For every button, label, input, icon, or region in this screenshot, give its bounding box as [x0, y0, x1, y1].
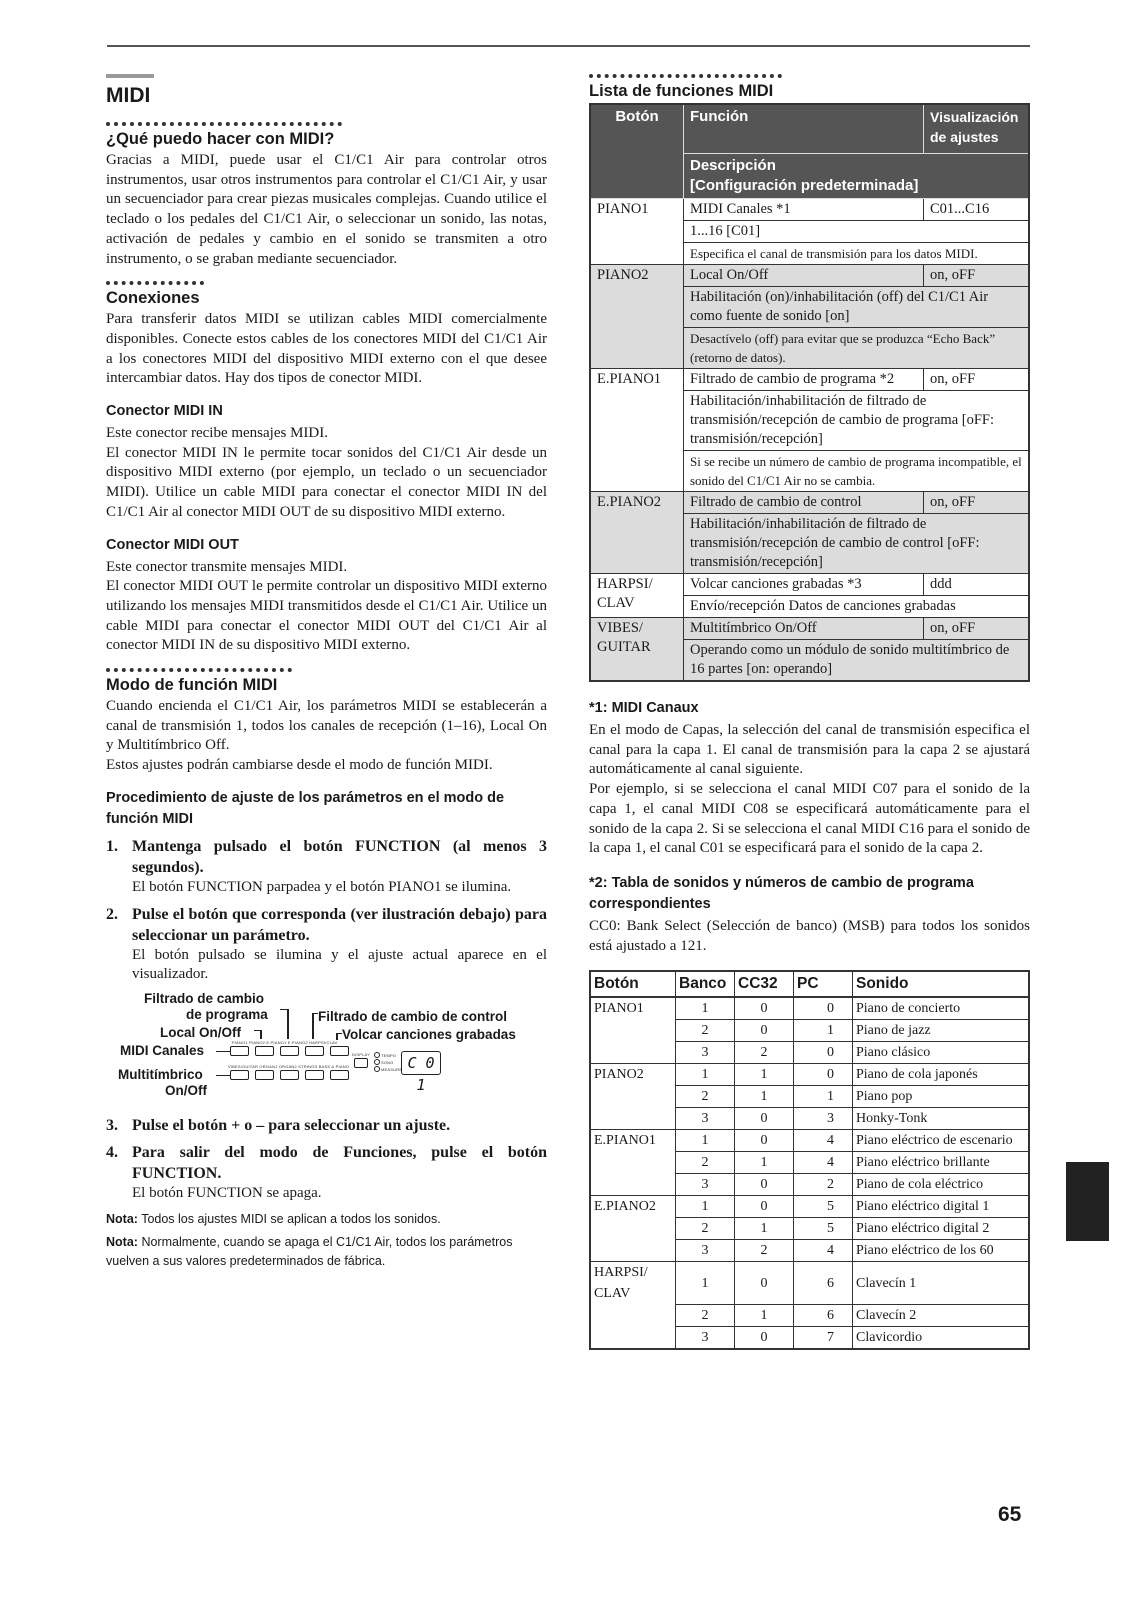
- sound-pc: 5: [794, 1196, 853, 1218]
- sound-name: Clavicordio: [853, 1326, 1030, 1349]
- midi-out-text-2: El conector MIDI OUT le permite controlar un dispositivo MIDI externo utilizando los mensajes MIDI transmitidos desde el C1/C1 Air. Utilice un cable MIDI para conectar el conector MIDI OUT del C1/C1 Air al conector MIDI IN de su dispositivo MIDI externo.: [106, 578, 547, 654]
- sound-row: [590, 1108, 1029, 1130]
- button-labels-bottom: VIBES/GUITAR ORGAN1 ORGAN2 STRINGS BASS & PIANO: [228, 1063, 350, 1069]
- sound-cc32: 1: [735, 1086, 794, 1108]
- step-3: [106, 1115, 547, 1136]
- function-button-name: PIANO1: [590, 199, 684, 265]
- footnote-2-heading: *2: Tabla de sonidos y números de cambio de programa correspondientes: [589, 874, 974, 912]
- sound-name: Piano eléctrico brillante: [853, 1152, 1030, 1174]
- section-heading-connections: Conexiones: [106, 289, 200, 308]
- section-tab-marker: [1066, 1162, 1109, 1241]
- header-description: Descripción [Configuración predeterminada]: [684, 154, 1030, 199]
- procedure-steps-continued: [106, 1115, 547, 1204]
- function-name: Multitímbrico On/Off: [684, 618, 924, 640]
- function-values: on, oFF: [924, 369, 1030, 391]
- snd-header-pc: PC: [794, 971, 853, 997]
- sound-name: Piano pop: [853, 1086, 1030, 1108]
- sound-cc32: 1: [735, 1064, 794, 1086]
- function-values: ddd: [924, 574, 1030, 596]
- snd-header-bank: Banco: [676, 971, 735, 997]
- step-description: El botón FUNCTION se apaga.: [132, 1184, 322, 1201]
- sound-bank: 2: [676, 1152, 735, 1174]
- sound-button: HARPSI/ CLAV: [590, 1262, 676, 1305]
- sound-row: [590, 1130, 1029, 1152]
- footnote-1-text-1: En el modo de Capas, la selección del canal de transmisión especifica el canal para la capa 1. El canal de transmisión para la capa 2 se ajustará automáticamente al canal siguiente.: [589, 722, 1030, 778]
- function-description: Operando como un módulo de sonido multitímbrico de 16 partes [on: operando]: [684, 640, 1030, 682]
- function-name: MIDI Canales *1: [684, 199, 924, 221]
- function-description: Habilitación/inhabilitación de filtrado de transmisión/recepción de cambio de control [oFF: transmisión/recepción]: [684, 514, 1030, 574]
- sound-pc: 0: [794, 1064, 853, 1086]
- sound-bank: 1: [676, 1262, 735, 1305]
- sound-row: [590, 997, 1029, 1020]
- led-label-song: SONG: [381, 1059, 394, 1065]
- subheading-midi-in: Conector MIDI IN: [106, 403, 223, 420]
- function-rows: [590, 199, 1029, 682]
- top-rule: [107, 45, 1030, 47]
- sound-row: [590, 1174, 1029, 1196]
- snd-header-cc32: CC32: [735, 971, 794, 997]
- sound-bank: 2: [676, 1218, 735, 1240]
- sound-row: [590, 1304, 1029, 1326]
- sound-button: [590, 1020, 676, 1042]
- sound-name: Clavecín 1: [853, 1262, 1030, 1305]
- sound-cc32: 0: [735, 1196, 794, 1218]
- sound-button: [590, 1304, 676, 1326]
- function-values: on, oFF: [924, 618, 1030, 640]
- note-1: Nota: Todos los ajustes MIDI se aplican a todos los sonidos.: [106, 1211, 441, 1226]
- step-description: El botón FUNCTION parpadea y el botón PIANO1 se ilumina.: [132, 878, 512, 895]
- sound-pc: 1: [794, 1020, 853, 1042]
- function-row: [590, 618, 1029, 640]
- sound-name: Piano de jazz: [853, 1020, 1030, 1042]
- step-2: [106, 904, 547, 985]
- step-title: Para salir del modo de Funciones, pulse el botón FUNCTION.: [132, 1143, 547, 1182]
- button-labels-top: PIANO1 PIANO2 E.PIANO1 E.PIANO2 HARPSI/CLAV: [232, 1039, 338, 1045]
- section-heading-what-midi: ¿Qué puedo hacer con MIDI?: [106, 130, 335, 148]
- footnote-2-text: CC0: Bank Select (Selección de banco) (MSB) para todos los sonidos está ajustado a 121.: [589, 917, 1030, 954]
- label-program-change-filter-2: de programa: [186, 1006, 268, 1022]
- function-mode-text-2: Estos ajustes podrán cambiarse desde el modo de función MIDI.: [106, 757, 493, 774]
- label-song-dump: Volcar canciones grabadas: [342, 1026, 516, 1042]
- left-column: [106, 74, 547, 1271]
- sound-button: PIANO2: [590, 1064, 676, 1086]
- function-mode-text-1: Cuando encienda el C1/C1 Air, los parámetros MIDI se establecerán a canal de transmisión 1, todos los canales de recepción (1–16), Local On y Multitímbrico Off.: [106, 698, 547, 754]
- sound-name: Clavecín 2: [853, 1304, 1030, 1326]
- sound-pc: 4: [794, 1130, 853, 1152]
- strings-button[interactable]: [305, 1070, 324, 1080]
- voice-buttons-top-row: [230, 1046, 349, 1056]
- label-multitimbral-2: On/Off: [165, 1082, 207, 1098]
- sound-pc: 4: [794, 1152, 853, 1174]
- sound-name: Piano de cola japonés: [853, 1064, 1030, 1086]
- subheading-midi-out: Conector MIDI OUT: [106, 536, 239, 553]
- piano2-button[interactable]: [255, 1046, 274, 1056]
- section-heading-function-mode: Modo de función MIDI: [106, 676, 278, 695]
- sound-bank: 1: [676, 1064, 735, 1086]
- right-column: [589, 74, 1030, 1350]
- section-body-connections: Para transferir datos MIDI se utilizan cables MIDI comercialmente disponibles. Conecte estos cables de los conectores MIDI del C1/C1 Air a los conectores MIDI del dispositivo MIDI externo con el que desee intercambiar datos. Hay dos tipos de conector MIDI.: [106, 311, 547, 387]
- sound-row: [590, 1240, 1029, 1262]
- function-name: Filtrado de cambio de programa *2: [684, 369, 924, 391]
- sound-bank: 1: [676, 1130, 735, 1152]
- function-note: Si se recibe un número de cambio de programa incompatible, el sonido del C1/C1 Air no se cambia.: [684, 451, 1030, 492]
- function-button-name: PIANO2: [590, 265, 684, 369]
- step-title: Pulse el botón que corresponda (ver ilustración debajo) para seleccionar un parámetro.: [132, 905, 547, 944]
- sound-row: [590, 1152, 1029, 1174]
- sound-button: PIANO1: [590, 997, 676, 1020]
- sound-pc: 2: [794, 1174, 853, 1196]
- display-button[interactable]: [354, 1058, 368, 1068]
- dotted-divider: [106, 122, 342, 126]
- sound-row: [590, 1262, 1029, 1305]
- sound-bank: 1: [676, 1196, 735, 1218]
- sound-pc: 3: [794, 1108, 853, 1130]
- function-button-name: E.PIANO2: [590, 492, 684, 574]
- function-note: Desactívelo (off) para evitar que se produzca “Echo Back” (retorno de datos).: [684, 328, 1030, 369]
- sound-pc: 5: [794, 1218, 853, 1240]
- sound-bank: 3: [676, 1240, 735, 1262]
- sound-cc32: 2: [735, 1240, 794, 1262]
- epiano1-button[interactable]: [280, 1046, 299, 1056]
- vibes-guitar-button[interactable]: [230, 1070, 249, 1080]
- lcd-display: C 0 1: [401, 1051, 441, 1075]
- function-description: Envío/recepción Datos de canciones grabadas: [684, 596, 1030, 618]
- function-row: [590, 265, 1029, 287]
- sound-cc32: 2: [735, 1042, 794, 1064]
- footnote-1-heading: *1: MIDI Canaux: [589, 700, 699, 716]
- label-local-on-off: Local On/Off: [160, 1024, 241, 1040]
- panel-diagram: [106, 991, 547, 1111]
- dotted-divider: [106, 281, 204, 285]
- snd-header-sound: Sonido: [853, 971, 1030, 997]
- sound-button: [590, 1240, 676, 1262]
- harpsi-clav-button[interactable]: [330, 1046, 349, 1056]
- sound-cc32: 1: [735, 1304, 794, 1326]
- bass-piano-button[interactable]: [330, 1070, 349, 1080]
- function-row: [590, 574, 1029, 596]
- led-indicator: [374, 1052, 380, 1058]
- sound-row: [590, 1042, 1029, 1064]
- sound-button: E.PIANO2: [590, 1196, 676, 1218]
- function-name: Filtrado de cambio de control: [684, 492, 924, 514]
- header-function: Función: [684, 104, 924, 154]
- label-midi-channels: MIDI Canales: [120, 1042, 205, 1058]
- sound-button: [590, 1326, 676, 1349]
- function-row: [590, 369, 1029, 391]
- function-description: Habilitación (on)/inhabilitación (off) del C1/C1 Air como fuente de sonido [on]: [684, 287, 1030, 328]
- sound-pc: 6: [794, 1262, 853, 1305]
- midi-in-text-2: El conector MIDI IN le permite tocar sonidos del C1/C1 Air desde un dispositivo MIDI externo (por ejemplo, un teclado o un secuenciador MIDI). Utilice un cable MIDI para conectar el conector MIDI IN del C1/C1 Air al conector MIDI OUT de su dispositivo MIDI externo.: [106, 444, 547, 520]
- title-accent-bar: [106, 74, 154, 78]
- sound-pc: 4: [794, 1240, 853, 1262]
- sound-name: Piano eléctrico digital 1: [853, 1196, 1030, 1218]
- function-description: 1...16 [C01]: [684, 221, 1030, 243]
- midi-out-text-1: Este conector transmite mensajes MIDI.: [106, 558, 348, 575]
- sound-bank: 1: [676, 997, 735, 1020]
- sound-button: [590, 1218, 676, 1240]
- sound-cc32: 0: [735, 1262, 794, 1305]
- label-program-change-filter: Filtrado de cambio: [144, 990, 265, 1006]
- sound-name: Piano clásico: [853, 1042, 1030, 1064]
- page-number: 65: [998, 1503, 1022, 1526]
- sound-bank: 3: [676, 1042, 735, 1064]
- function-list-title: Lista de funciones MIDI: [589, 82, 774, 100]
- sound-bank: 2: [676, 1304, 735, 1326]
- sound-cc32: 0: [735, 1108, 794, 1130]
- sound-row: [590, 1218, 1029, 1240]
- note-2: Nota: Normalmente, cuando se apaga el C1/C1 Air, todos los parámetros vuelven a sus valores predeterminados de fábrica.: [106, 1234, 513, 1268]
- label-control-change-filter: Filtrado de cambio de control: [318, 1008, 508, 1024]
- midi-in-text-1: Este conector recibe mensajes MIDI.: [106, 425, 328, 442]
- sound-row: [590, 1020, 1029, 1042]
- sound-program-table: [589, 970, 1030, 1350]
- epiano2-button[interactable]: [305, 1046, 324, 1056]
- led-indicator: [374, 1066, 380, 1072]
- sound-pc: 0: [794, 997, 853, 1020]
- dotted-divider: [589, 74, 782, 78]
- function-note: Especifica el canal de transmisión para los datos MIDI.: [684, 243, 1030, 265]
- step-number: 2.: [106, 905, 118, 923]
- piano1-button[interactable]: [230, 1046, 249, 1056]
- step-title: Pulse el botón + o – para seleccionar un ajuste.: [132, 1116, 451, 1134]
- sound-pc: 0: [794, 1042, 853, 1064]
- sound-button: [590, 1108, 676, 1130]
- sound-pc: 1: [794, 1086, 853, 1108]
- sound-rows: [590, 997, 1029, 1349]
- step-number: 1.: [106, 837, 118, 855]
- footnote-1-text-2: Por ejemplo, si se selecciona el canal MIDI C07 para el sonido de la capa 1, el canal MIDI C08 se especificará automáticamente para el sonido de la capa 2. Si se selecciona el canal MIDI C16 para el sonido de la capa 1, el canal C01 se especificará para el sonido de la capa 2.: [589, 781, 1030, 857]
- sound-row: [590, 1086, 1029, 1108]
- step-number: 4.: [106, 1143, 118, 1161]
- sound-bank: 3: [676, 1174, 735, 1196]
- sound-bank: 3: [676, 1108, 735, 1130]
- voice-buttons-bottom-row: [230, 1070, 349, 1080]
- organ1-button[interactable]: [255, 1070, 274, 1080]
- snd-header-button: Botón: [590, 971, 676, 997]
- procedure-steps: [106, 836, 547, 985]
- function-description: Habilitación/inhabilitación de filtrado de transmisión/recepción de cambio de programa [oFF: transmisión/recepción]: [684, 391, 1030, 451]
- led-indicator: [374, 1059, 380, 1065]
- sound-name: Piano de concierto: [853, 997, 1030, 1020]
- step-1: [106, 836, 547, 898]
- organ2-button[interactable]: [280, 1070, 299, 1080]
- sound-name: Piano eléctrico de escenario: [853, 1130, 1030, 1152]
- sound-cc32: 1: [735, 1152, 794, 1174]
- sound-button: [590, 1152, 676, 1174]
- sound-row: [590, 1064, 1029, 1086]
- sound-bank: 3: [676, 1326, 735, 1349]
- sound-row: [590, 1326, 1029, 1349]
- section-body-what-midi: Gracias a MIDI, puede usar el C1/C1 Air para controlar otros instrumentos, usar otros instrumentos para controlar el C1/C1 Air, y usar un secuenciador para crear piezas musicales complejas. Cuando utilice el teclado o los pedales del C1/C1 Air, o seleccionar un sonido, las notas, activación de pedales y cambio en el sonido se transmiten a otro instrumento, o se graban mediante secuenciador.: [106, 152, 547, 267]
- label-multitimbral: Multitímbrico: [118, 1066, 203, 1082]
- page-title: MIDI: [106, 84, 151, 107]
- function-values: C01...C16: [924, 199, 1030, 221]
- header-display: Visualización de ajustes: [924, 104, 1030, 154]
- function-button-name: HARPSI/ CLAV: [590, 574, 684, 618]
- sound-row: [590, 1196, 1029, 1218]
- sound-cc32: 0: [735, 1174, 794, 1196]
- sound-name: Piano eléctrico digital 2: [853, 1218, 1030, 1240]
- function-values: on, oFF: [924, 492, 1030, 514]
- led-label-tempo: TEMPO: [381, 1052, 397, 1058]
- function-name: Local On/Off: [684, 265, 924, 287]
- sound-cc32: 1: [735, 1218, 794, 1240]
- sound-button: [590, 1086, 676, 1108]
- function-name: Volcar canciones grabadas *3: [684, 574, 924, 596]
- led-label-measure: MEASURE: [381, 1066, 403, 1072]
- function-row: [590, 492, 1029, 514]
- sound-bank: 2: [676, 1086, 735, 1108]
- sound-button: E.PIANO1: [590, 1130, 676, 1152]
- sound-pc: 7: [794, 1326, 853, 1349]
- function-values: on, oFF: [924, 265, 1030, 287]
- step-description: El botón pulsado se ilumina y el ajuste actual aparece en el visualizador.: [132, 946, 547, 983]
- sound-button: [590, 1042, 676, 1064]
- sound-cc32: 0: [735, 1130, 794, 1152]
- sound-cc32: 0: [735, 997, 794, 1020]
- sound-cc32: 0: [735, 1020, 794, 1042]
- dotted-divider: [106, 668, 292, 672]
- midi-function-table: [589, 103, 1030, 682]
- sound-name: Piano eléctrico de los 60: [853, 1240, 1030, 1262]
- subheading-procedure: Procedimiento de ajuste de los parámetros en el modo de función MIDI: [106, 789, 505, 827]
- sound-name: Piano de cola eléctrico: [853, 1174, 1030, 1196]
- display-button-label: DISPLAY: [352, 1051, 370, 1057]
- sound-pc: 6: [794, 1304, 853, 1326]
- sound-cc32: 0: [735, 1326, 794, 1349]
- header-button: Botón: [590, 104, 684, 199]
- step-4: [106, 1142, 547, 1204]
- function-row: [590, 199, 1029, 221]
- sound-button: [590, 1174, 676, 1196]
- sound-bank: 2: [676, 1020, 735, 1042]
- step-title: Mantenga pulsado el botón FUNCTION (al menos 3 segundos).: [132, 837, 547, 876]
- function-button-name: VIBES/ GUITAR: [590, 618, 684, 682]
- sound-name: Honky-Tonk: [853, 1108, 1030, 1130]
- step-number: 3.: [106, 1116, 118, 1134]
- function-button-name: E.PIANO1: [590, 369, 684, 492]
